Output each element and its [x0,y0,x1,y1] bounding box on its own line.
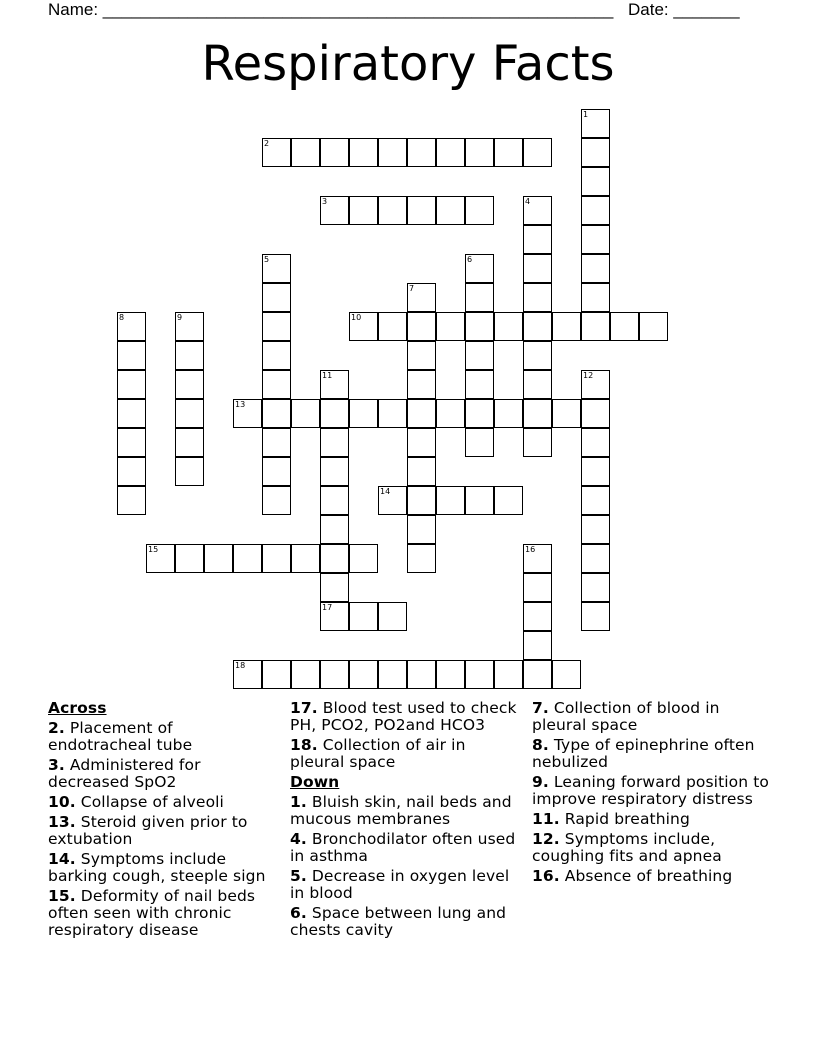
clue-number: 11 [322,371,333,380]
crossword-cell[interactable] [291,138,320,167]
clue-item [48,757,280,791]
clue-item [48,851,280,885]
clue-item-number: 6. [290,904,307,922]
crossword-cell[interactable] [117,341,146,370]
crossword-cell[interactable] [407,544,436,573]
crossword-cell[interactable] [378,196,407,225]
page-title: Respiratory Facts [201,36,615,92]
clue-number: 15 [148,545,159,554]
clue-item [48,888,280,939]
crossword-cell[interactable] [523,602,552,631]
crossword-cell[interactable] [581,399,610,428]
down-clue-list-continued [532,700,772,885]
crossword-cell[interactable] [465,196,494,225]
clue-item-number: 10. [48,793,76,811]
crossword-cell[interactable] [175,399,204,428]
clue-item-text: Collection of blood in pleural space [532,699,720,734]
crossword-cell[interactable] [320,457,349,486]
clue-item-text: Decrease in oxygen level in blood [290,867,510,902]
clue-item [532,737,772,771]
crossword-cell[interactable] [552,660,581,689]
crossword-cell[interactable] [581,486,610,515]
crossword-cell[interactable] [581,109,610,138]
crossword-cell[interactable] [407,341,436,370]
clue-item-text: Blood test used to check PH, PCO2, PO2and HCO3 [290,699,517,734]
crossword-cell[interactable] [349,196,378,225]
crossword-cell[interactable] [378,138,407,167]
crossword-cell[interactable] [262,138,291,167]
crossword-cell[interactable] [320,399,349,428]
crossword-cell[interactable] [320,196,349,225]
crossword-cell[interactable] [175,457,204,486]
crossword-cell[interactable] [320,660,349,689]
crossword-cell[interactable] [117,370,146,399]
crossword-cell[interactable] [552,399,581,428]
crossword-cell[interactable] [581,515,610,544]
clue-item-number: 2. [48,719,65,737]
crossword-cell[interactable] [378,486,407,515]
crossword-cell[interactable] [349,602,378,631]
crossword-cell[interactable] [262,486,291,515]
crossword-cell[interactable] [407,486,436,515]
across-clue-list-continued [290,700,522,771]
crossword-cell[interactable] [581,602,610,631]
clue-item [290,831,522,865]
clue-item-number: 9. [532,773,549,791]
crossword-cell[interactable] [233,399,262,428]
crossword-cell[interactable] [233,660,262,689]
crossword-cell[interactable] [581,167,610,196]
crossword-cell[interactable] [407,660,436,689]
crossword-cell[interactable] [465,660,494,689]
clue-item-number: 12. [532,830,560,848]
clue-item-text: Symptoms include, coughing fits and apnea [532,830,722,865]
crossword-cell[interactable] [610,312,639,341]
crossword-cell[interactable] [262,312,291,341]
crossword-cell[interactable] [349,660,378,689]
crossword-cell[interactable] [204,544,233,573]
crossword-cell[interactable] [320,544,349,573]
clue-item [290,905,522,939]
crossword-cell[interactable] [523,138,552,167]
clue-number: 17 [322,603,333,612]
crossword-cell[interactable] [523,341,552,370]
crossword-cell[interactable] [233,544,262,573]
crossword-cell[interactable] [581,457,610,486]
clue-item-text: Steroid given prior to extubation [48,813,248,848]
crossword-cell[interactable] [581,138,610,167]
crossword-cell[interactable] [320,486,349,515]
crossword-cell[interactable] [262,254,291,283]
crossword-cell[interactable] [262,428,291,457]
clue-item-number: 18. [290,736,318,754]
clue-item [48,794,280,811]
crossword-cell[interactable] [465,428,494,457]
crossword-cell[interactable] [320,428,349,457]
clue-item [290,794,522,828]
clue-number: 5 [264,255,270,264]
clue-item-number: 17. [290,699,318,717]
crossword-cell[interactable] [262,660,291,689]
clue-item-number: 5. [290,867,307,885]
crossword-cell[interactable] [494,312,523,341]
crossword-cell[interactable] [407,399,436,428]
clue-item-text: Space between lung and chests cavity [290,904,507,939]
clue-number: 14 [380,487,391,496]
crossword-cell[interactable] [349,399,378,428]
name-field[interactable]: Name: ______________________________________________________ [48,0,614,19]
crossword-cell[interactable] [349,544,378,573]
clue-number: 1 [583,110,589,119]
crossword-cell[interactable] [581,283,610,312]
clue-item-text: Collection of air in pleural space [290,736,466,771]
clue-item [48,720,280,754]
crossword-cell[interactable] [320,515,349,544]
crossword-cell[interactable] [639,312,668,341]
crossword-cell[interactable] [465,138,494,167]
clue-number: 16 [525,545,536,554]
crossword-cell[interactable] [175,341,204,370]
clue-item-number: 1. [290,793,307,811]
clue-item-number: 11. [532,810,560,828]
crossword-cell[interactable] [465,312,494,341]
crossword-cell[interactable] [581,370,610,399]
clue-item-number: 15. [48,887,76,905]
crossword-cell[interactable] [378,399,407,428]
clue-item-text: Administered for decreased SpO2 [48,756,201,791]
crossword-cell[interactable] [436,399,465,428]
crossword-cell[interactable] [349,312,378,341]
crossword-cell[interactable] [407,457,436,486]
crossword-cell[interactable] [407,283,436,312]
clue-item [290,868,522,902]
crossword-cell[interactable] [407,370,436,399]
crossword-cell[interactable] [407,138,436,167]
clue-item-text: Symptoms include barking cough, steeple sign [48,850,266,885]
clue-item-text: Rapid breathing [559,810,690,828]
crossword-cell[interactable] [407,428,436,457]
crossword-cell[interactable] [407,196,436,225]
clue-number: 9 [177,313,183,322]
crossword-cell[interactable] [291,544,320,573]
date-field[interactable]: Date: _______ [628,0,740,19]
crossword-cell[interactable] [465,254,494,283]
clue-item-text: Leaning forward position to improve respiratory distress [532,773,769,808]
clue-item-number: 8. [532,736,549,754]
crossword-cell[interactable] [436,660,465,689]
crossword-cell[interactable] [523,428,552,457]
clue-number: 13 [235,400,246,409]
crossword-cell[interactable] [581,196,610,225]
clue-number: 7 [409,284,415,293]
crossword-cell[interactable] [349,138,378,167]
clue-item-text: Placement of endotracheal tube [48,719,193,754]
clue-item-text: Bluish skin, nail beds and mucous membranes [290,793,512,828]
crossword-cell[interactable] [465,341,494,370]
across-clue-list [48,720,280,939]
clue-item-number: 3. [48,756,65,774]
crossword-cell[interactable] [117,486,146,515]
clue-number: 6 [467,255,473,264]
clue-item [532,811,772,828]
crossword-cell[interactable] [436,486,465,515]
crossword-cell[interactable] [175,544,204,573]
crossword-cell[interactable] [523,312,552,341]
clue-item-number: 13. [48,813,76,831]
crossword-cell[interactable] [523,254,552,283]
clue-item-number: 14. [48,850,76,868]
crossword-cell[interactable] [465,370,494,399]
crossword-cell[interactable] [465,283,494,312]
crossword-cell[interactable] [146,544,175,573]
clue-item [532,868,772,885]
clue-number: 2 [264,139,270,148]
crossword-cell[interactable] [320,138,349,167]
clue-number: 12 [583,371,594,380]
clues-column-1 [48,700,280,942]
crossword-cell[interactable] [262,399,291,428]
crossword-cell[interactable] [436,196,465,225]
crossword-cell[interactable] [117,399,146,428]
crossword-cell[interactable] [378,602,407,631]
clue-item-text: Bronchodilator often used in asthma [290,830,516,865]
clue-number: 4 [525,197,531,206]
crossword-cell[interactable] [465,399,494,428]
crossword-cell[interactable] [407,312,436,341]
crossword-cell[interactable] [552,312,581,341]
crossword-cell[interactable] [175,370,204,399]
crossword-cell[interactable] [465,486,494,515]
crossword-cell[interactable] [378,660,407,689]
crossword-cell[interactable] [581,544,610,573]
crossword-cell[interactable] [523,370,552,399]
crossword-cell[interactable] [320,602,349,631]
crossword-cell[interactable] [523,573,552,602]
crossword-cell[interactable] [436,312,465,341]
crossword-cell[interactable] [262,370,291,399]
crossword-cell[interactable] [523,544,552,573]
crossword-cell[interactable] [175,428,204,457]
clue-item [532,831,772,865]
crossword-cell[interactable] [378,312,407,341]
crossword-cell[interactable] [523,225,552,254]
crossword-cell[interactable] [117,428,146,457]
across-heading: Across [48,699,107,717]
clue-item-number: 4. [290,830,307,848]
crossword-cell[interactable] [407,515,436,544]
clues-column-2 [290,700,522,942]
crossword-cell[interactable] [262,544,291,573]
clue-number: 10 [351,313,362,322]
crossword-cell[interactable] [262,283,291,312]
crossword-cell[interactable] [523,631,552,660]
crossword-cell[interactable] [262,457,291,486]
crossword-cell[interactable] [523,196,552,225]
down-clue-list [290,794,522,939]
crossword-cell[interactable] [523,283,552,312]
crossword-cell[interactable] [581,428,610,457]
crossword-cell[interactable] [494,660,523,689]
crossword-cell[interactable] [494,399,523,428]
clue-item-text: Type of epinephrine often nebulized [532,736,755,771]
crossword-cell[interactable] [494,138,523,167]
clue-item-number: 7. [532,699,549,717]
clue-item [290,737,522,771]
clue-item [532,774,772,808]
clue-number: 8 [119,313,125,322]
crossword-cell[interactable] [291,660,320,689]
clue-item-text: Collapse of alveoli [75,793,224,811]
clue-item-text: Deformity of nail beds often seen with chronic respiratory disease [48,887,256,939]
crossword-cell[interactable] [581,312,610,341]
crossword-cell[interactable] [523,660,552,689]
crossword-cell[interactable] [117,312,146,341]
crossword-cell[interactable] [117,457,146,486]
clue-item-number: 16. [532,867,560,885]
crossword-cell[interactable] [262,341,291,370]
clue-item [48,814,280,848]
crossword-cell[interactable] [291,399,320,428]
crossword-cell[interactable] [320,370,349,399]
crossword-cell[interactable] [581,225,610,254]
clue-number: 3 [322,197,328,206]
crossword-cell[interactable] [523,399,552,428]
crossword-cell[interactable] [581,254,610,283]
crossword-cell[interactable] [494,486,523,515]
clue-item [290,700,522,734]
crossword-cell[interactable] [436,138,465,167]
crossword-cell[interactable] [175,312,204,341]
clue-item-text: Absence of breathing [559,867,733,885]
down-heading: Down [290,773,340,791]
clues-column-3 [532,700,772,888]
crossword-cell[interactable] [320,573,349,602]
crossword-cell[interactable] [581,573,610,602]
clue-item [532,700,772,734]
clue-number: 18 [235,661,246,670]
